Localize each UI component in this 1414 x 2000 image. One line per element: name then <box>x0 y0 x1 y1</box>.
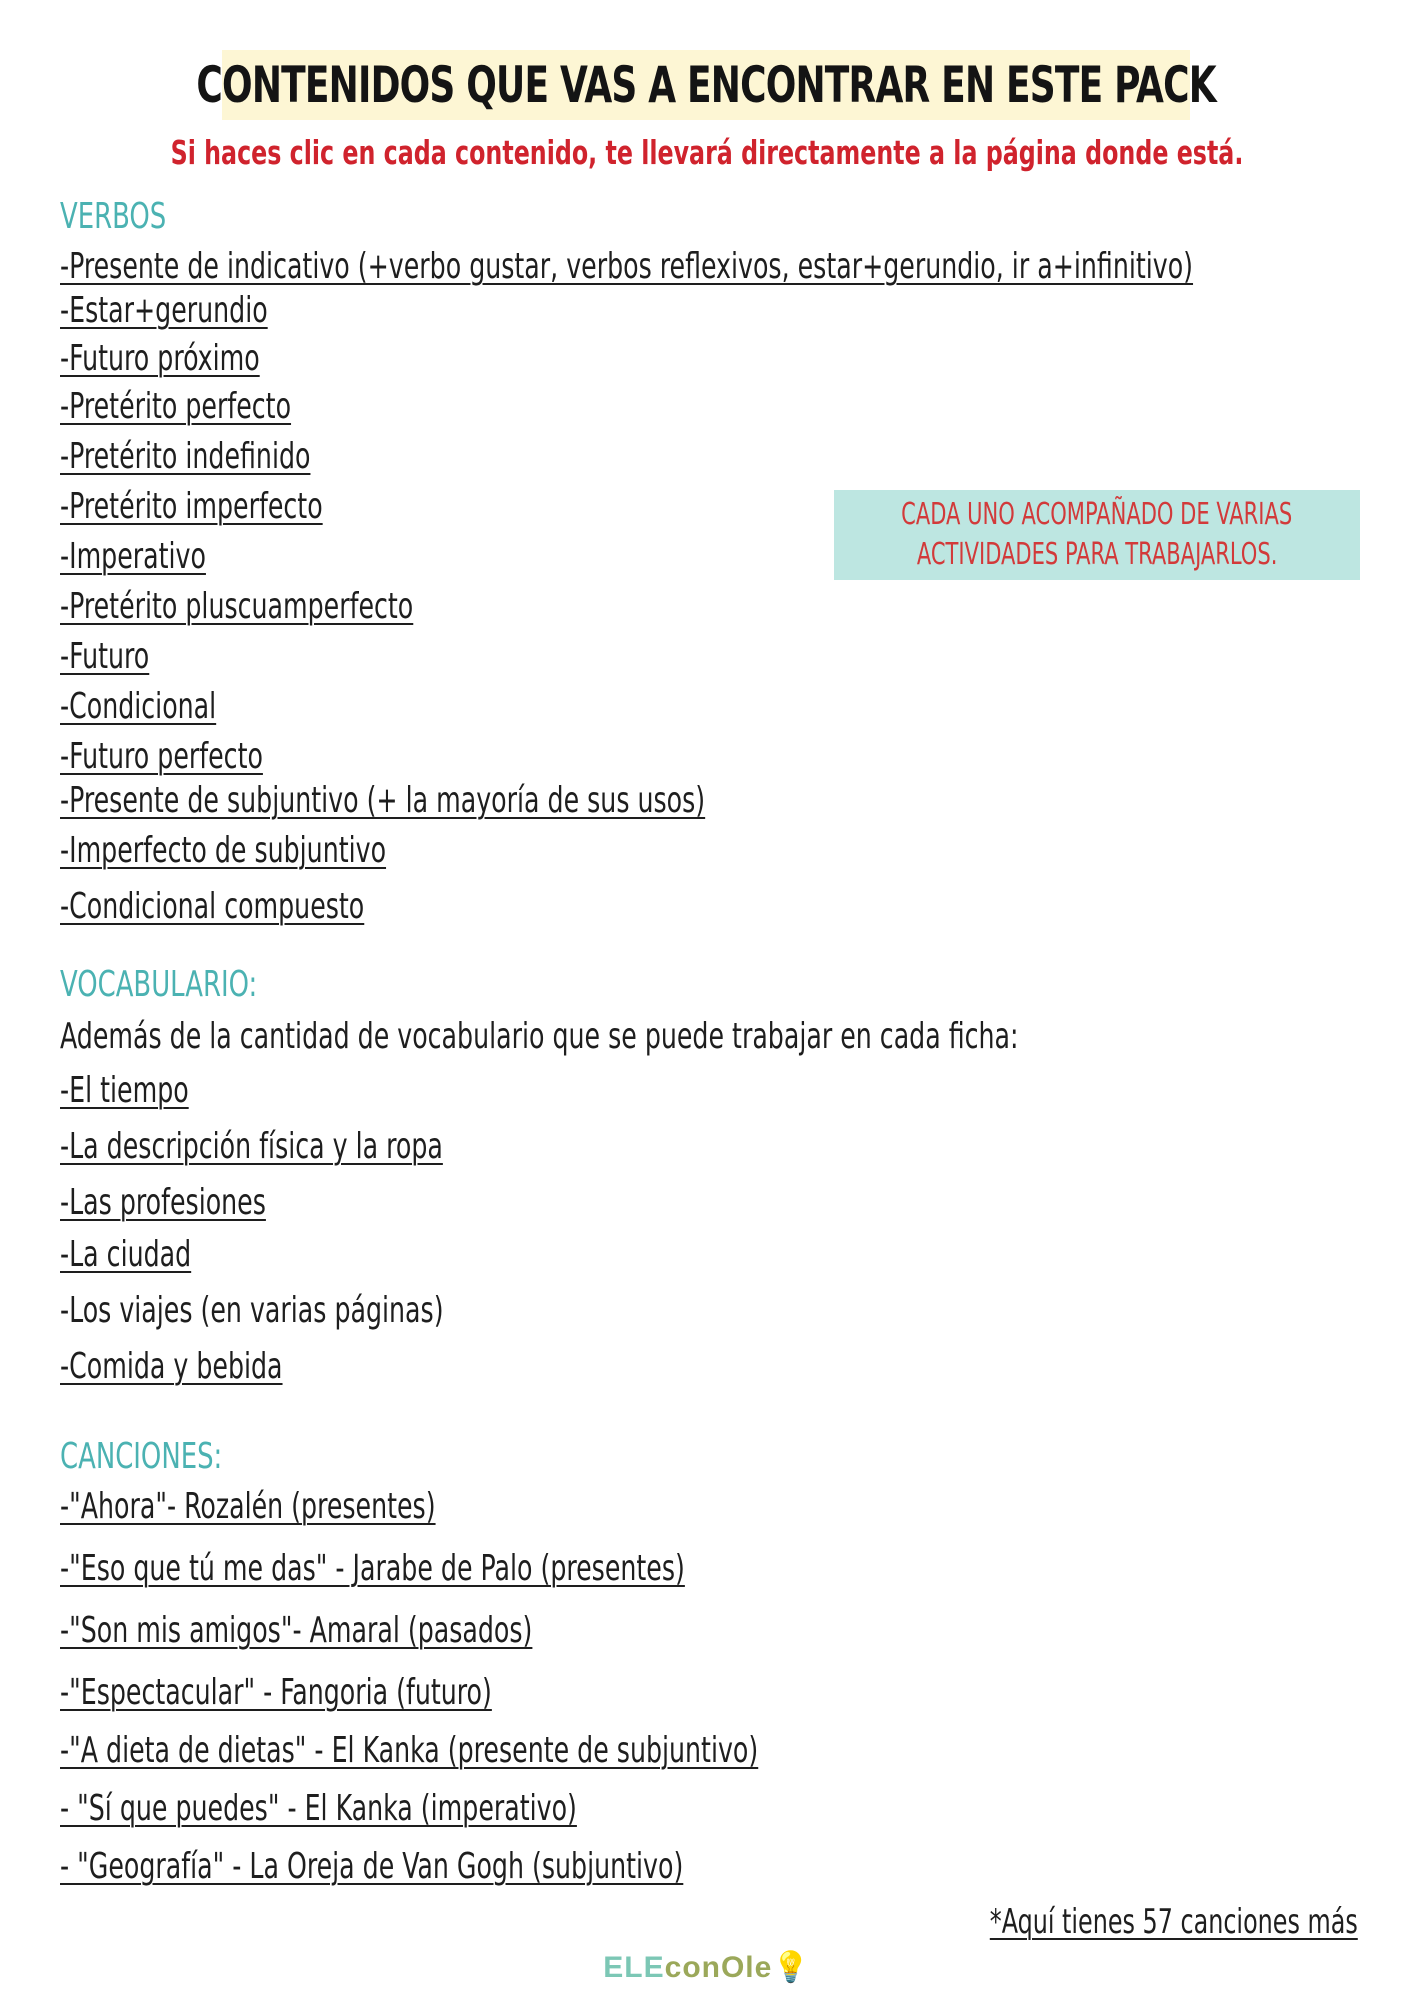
activities-note <box>834 490 1360 580</box>
section-heading-canciones: CANCIONES: <box>60 1436 223 1477</box>
verb-link[interactable]: -Pretérito perfecto <box>60 386 292 427</box>
section-heading-verbos[interactable]: VERBOS <box>60 196 167 237</box>
page-subtitle: Si haces clic en cada contenido, te llevará directamente a la página donde está. <box>170 133 1244 172</box>
verb-link[interactable]: -Imperfecto de subjuntivo <box>60 830 387 871</box>
song-link[interactable]: - "Sí que puedes" - El Kanka (imperativo) <box>60 1788 577 1829</box>
brand-part-1: ELE <box>603 1951 665 1984</box>
vocab-item: -Los viajes (en varias páginas) <box>60 1290 444 1331</box>
vocab-link[interactable]: -Las profesiones <box>60 1182 266 1223</box>
verb-link[interactable]: -Estar+gerundio <box>60 290 268 331</box>
verb-link[interactable]: -Futuro próximo <box>60 338 260 379</box>
verb-link[interactable]: -Pretérito indefinido <box>60 436 311 477</box>
vocab-link[interactable]: -La descripción física y la ropa <box>60 1126 443 1167</box>
verb-link[interactable]: -Presente de indicativo (+verbo gustar, verbos reflexivos, estar+gerundio, ir a+infinitivo) <box>60 246 1194 287</box>
verb-link[interactable]: -Pretérito imperfecto <box>60 486 323 527</box>
vocabulario-intro: Además de la cantidad de vocabulario que se puede trabajar en cada ficha: <box>60 1016 1019 1057</box>
more-songs-link[interactable]: *Aquí tienes 57 canciones más <box>990 1902 1358 1942</box>
section-heading-vocabulario: VOCABULARIO: <box>60 964 258 1005</box>
page-title: CONTENIDOS QUE VAS A ENCONTRAR EN ESTE PACK <box>196 56 1216 114</box>
verb-link[interactable]: -Condicional compuesto <box>60 886 365 927</box>
vocab-link[interactable]: -La ciudad <box>60 1234 192 1275</box>
brand-part-2: conOle <box>664 1951 773 1984</box>
verb-link[interactable]: -Pretérito pluscuamperfecto <box>60 586 414 627</box>
verb-link[interactable]: -Futuro <box>60 636 150 677</box>
song-link[interactable]: - "Geografía" - La Oreja de Van Gogh (subjuntivo) <box>60 1846 684 1887</box>
song-link[interactable]: -"Espectacular" - Fangoria (futuro) <box>60 1672 492 1713</box>
song-link[interactable]: -"Ahora"- Rozalén (presentes) <box>60 1486 436 1527</box>
brand-logo <box>0 1950 1414 1985</box>
song-link[interactable]: -"Son mis amigos"- Amaral (pasados) <box>60 1610 533 1651</box>
vocab-link[interactable]: -El tiempo <box>60 1070 189 1111</box>
song-link[interactable]: -"A dieta de dietas" - El Kanka (presente de subjuntivo) <box>60 1730 759 1771</box>
song-link[interactable]: -"Eso que tú me das" - Jarabe de Palo (presentes) <box>60 1548 685 1589</box>
vocab-link[interactable]: -Comida y bebida <box>60 1346 283 1387</box>
verb-link[interactable]: -Futuro perfecto <box>60 736 263 777</box>
title-banner <box>196 50 1216 120</box>
lightbulb-icon: 💡 <box>772 1951 811 1984</box>
verb-link[interactable]: -Imperativo <box>60 536 206 577</box>
note-line-2: ACTIVIDADES PARA TRABAJARLOS. <box>916 537 1278 572</box>
verb-link[interactable]: -Presente de subjuntivo (+ la mayoría de sus usos) <box>60 780 706 821</box>
note-line-1: CADA UNO ACOMPAÑADO DE VARIAS <box>901 497 1293 532</box>
verb-link[interactable]: -Condicional <box>60 686 217 727</box>
